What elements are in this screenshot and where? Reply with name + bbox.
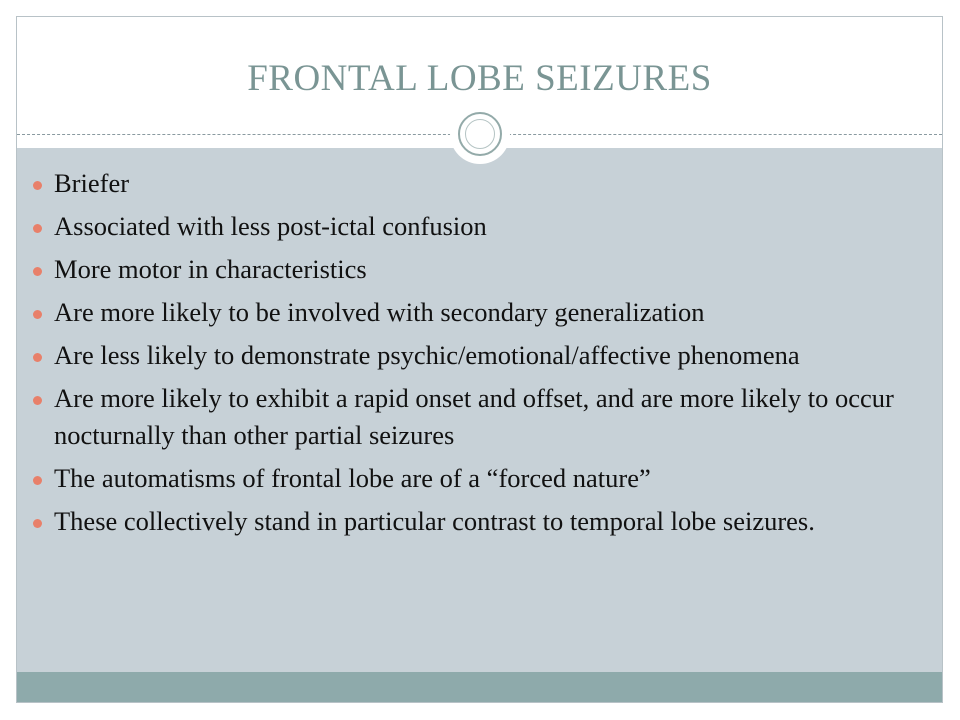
bullet-dot-icon <box>33 310 42 319</box>
bullet-text: Are less likely to demonstrate psychic/emotional/affective phenomena <box>54 340 800 370</box>
bullet-text: Are more likely to be involved with secondary generalization <box>54 297 705 327</box>
bullet-text: More motor in characteristics <box>54 254 367 284</box>
bullet-item <box>54 208 904 245</box>
bullet-dot-icon <box>33 396 42 405</box>
bullet-dot-icon <box>33 267 42 276</box>
bullet-list <box>54 165 904 546</box>
bullet-dot-icon <box>33 181 42 190</box>
bullet-item <box>54 294 904 331</box>
bullet-item <box>54 503 904 540</box>
bullet-dot-icon <box>33 476 42 485</box>
ornament-ring <box>458 112 502 156</box>
bullet-dot-icon <box>33 353 42 362</box>
bullet-item <box>54 460 904 497</box>
bullet-text: These collectively stand in particular contrast to temporal lobe seizures. <box>54 506 815 536</box>
bullet-item <box>54 380 904 454</box>
bullet-text: The automatisms of frontal lobe are of a “forced nature” <box>54 463 651 493</box>
bullet-dot-icon <box>33 224 42 233</box>
ornament-inner-ring <box>465 119 495 149</box>
circle-ornament-icon <box>450 104 510 164</box>
bullet-dot-icon <box>33 519 42 528</box>
bullet-text: Are more likely to exhibit a rapid onset and offset, and are more likely to occur nocturnally than other partial seizures <box>54 383 894 450</box>
bullet-item <box>54 165 904 202</box>
slide-title: FRONTAL LOBE SEIZURES <box>247 58 712 99</box>
bullet-text: Associated with less post-ictal confusion <box>54 211 487 241</box>
bullet-item <box>54 337 904 374</box>
bullet-text: Briefer <box>54 168 130 198</box>
bullet-item <box>54 251 904 288</box>
footer-band <box>17 672 942 703</box>
